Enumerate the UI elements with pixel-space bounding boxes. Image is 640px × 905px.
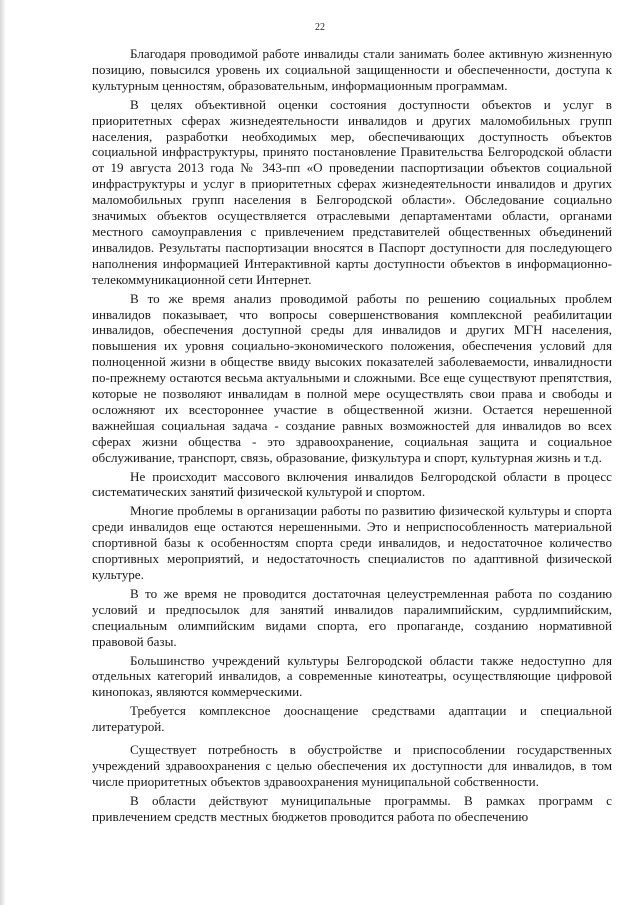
paragraph: Многие проблемы в организации работы по развитию физической культуры и спорта среди инвалидов еще остаются нерешенными. Это и неприспособленность материальной спортивной базы к особенностям спорта среди инвалидов, и недостаточное количество спортивных мероприятий, и недостаточность специалистов по адаптивной физической культуре. <box>92 503 612 582</box>
paragraph: Большинство учреждений культуры Белгородской области также недоступно для отдельных категорий инвалидов, а современные кинотеатры, осуществляющие цифровой кинопоказ, являются коммерческими. <box>92 652 612 700</box>
paragraph: Благодаря проводимой работе инвалиды стали занимать более активную жизненную позицию, повысился уровень их социальной защищенности и обеспеченности, доступа к культурным ценностям, образовательным, информационным программам. <box>92 46 612 93</box>
page-number: 22 <box>315 22 325 33</box>
scan-edge-shadow <box>0 0 6 905</box>
body-text <box>92 46 612 828</box>
paragraph: Существует потребность в обустройстве и приспособлении государственных учреждений здравоохранения с целью обеспечения их доступности для инвалидов, в том числе приоритетных объектов здравоохранения муниципальной собственности. <box>92 742 612 789</box>
paragraph: Не происходит массового включения инвалидов Белгородской области в процесс систематических занятий физической культурой и спортом. <box>92 468 612 500</box>
paragraph: В области действуют муниципальные программы. В рамках программ с привлечением средств местных бюджетов проводится работа по обеспечению <box>92 792 612 824</box>
paragraph: В целях объективной оценки состояния доступности объектов и услуг в приоритетных сферах жизнедеятельности инвалидов и других маломобильных групп населения, разработки необходимых мер, обеспечивающих доступность объектов социальной инфраструктуры, принято постановление Правительства Белгородской области от 19 августа 2013 года № 343-пп «О проведении паспортизации объектов социальной инфраструктуры и услуг в приоритетных сферах жизнедеятельности инвалидов и других маломобильных групп населения в Белгородской области». Обследование социально значимых объектов осуществляется отраслевыми департаментами области, органами местного самоуправления с привлечением представителей общественных объединений инвалидов. Результаты паспортизации вносятся в Паспорт доступности для последующего наполнения информацией Интерактивной карты доступности объектов в информационно-телекоммуникационной сети Интернет. <box>92 96 612 287</box>
paragraph: В то же время анализ проводимой работы по решению социальных проблем инвалидов показывает, что вопросы совершенствования комплексной реабилитации инвалидов, обеспечения доступной среды для инвалидов и других МГН населения, повышения их уровня социально-экономического положения, обеспечения условий для полноценной жизни в обществе ввиду высоких показателей заболеваемости, инвалидности по-прежнему остаются весьма актуальными и сложными. Все еще существуют препятствия, которые не позволяют инвалидам в полной мере осуществлять свои права и свободы и осложняют их всестороннее участие в общественной жизни. Остается нерешенной важнейшая социальная задача - создание равных возможностей для инвалидов во всех сферах жизни общества - это здравоохранение, социальная защита и социальное обслуживание, транспорт, связь, образование, физкультура и спорт, культурная жизнь и т.д. <box>92 290 612 465</box>
paragraph: В то же время не проводится достаточная целеустремленная работа по созданию условий и предпосылок для занятий инвалидов паралимпийским, сурдлимпийским, специальным олимпийским видами спорта, его пропаганде, созданию нормативной правовой базы. <box>92 585 612 649</box>
paragraph: Требуется комплексное дооснащение средствами адаптации и специальной литературой. <box>92 703 612 735</box>
